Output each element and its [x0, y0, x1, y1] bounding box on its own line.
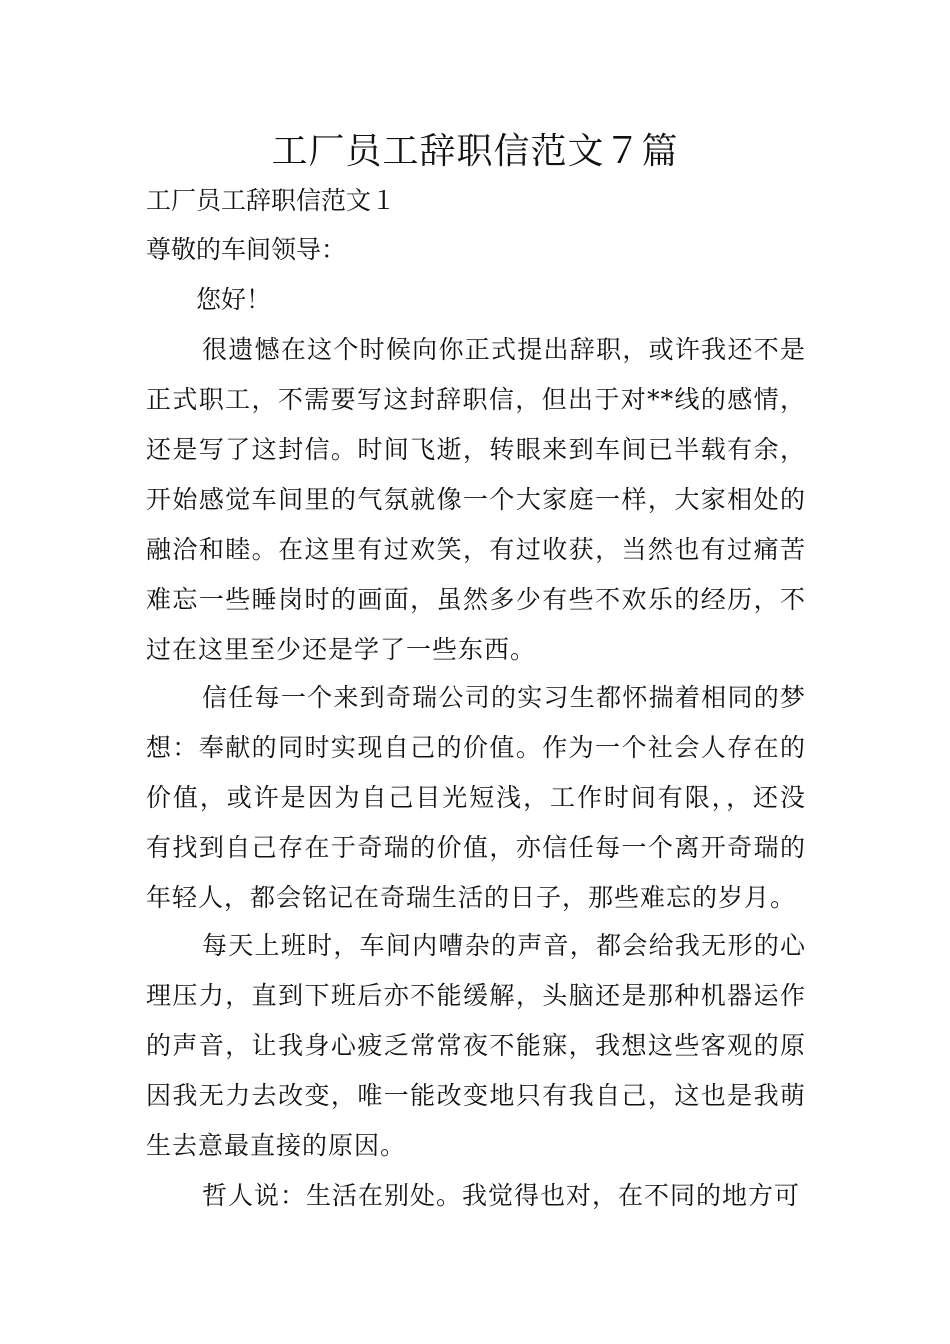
paragraph-1: 很遗憾在这个时候向你正式提出辞职，或许我还不是正式职工，不需要写这封辞职信，但出于对**线的感情，还是写了这封信。时间飞逝，转眼来到车间已半载有余，开始感觉车间里的气氛就像一个大家庭一样，大家相处的融洽和睦。在这里有过欢笑，有过收获，当然也有过痛苦难忘一些睡岗时的画面，虽然多少有些不欢乐的经历，不过在这里至少还是学了一些东西。	[146, 335, 806, 664]
paragraph-3: 每天上班时，车间内嘈杂的声音，都会给我无形的心理压力，直到下班后亦不能缓解，头脑还是那种机器运作的声音，让我身心疲乏常常夜不能寐，我想这些客观的原因我无力去改变，唯一能改变地只有我自己，这也是我萌生去意最直接的原因。	[146, 931, 806, 1160]
greeting: 您好！	[196, 285, 272, 314]
section-heading: 工厂员工辞职信范文１	[146, 186, 397, 215]
paragraph-4: 哲人说：生活在别处。我觉得也对，在不同的地方可	[202, 1181, 801, 1210]
paragraph-2: 信任每一个来到奇瑞公司的实习生都怀揣着相同的梦想：奉献的同时实现自己的价值。作为一个社会人存在的价值，或许是因为自己目光短浅，工作时间有限，，还没有找到自己存在于奇瑞的价值，亦信任每一个离开奇瑞的年轻人，都会铭记在奇瑞生活的日子，那些难忘的岁月。	[146, 683, 806, 912]
salutation: 尊敬的车间领导：	[146, 235, 347, 264]
document-title: 工厂员工辞职信范文７篇	[271, 131, 679, 172]
